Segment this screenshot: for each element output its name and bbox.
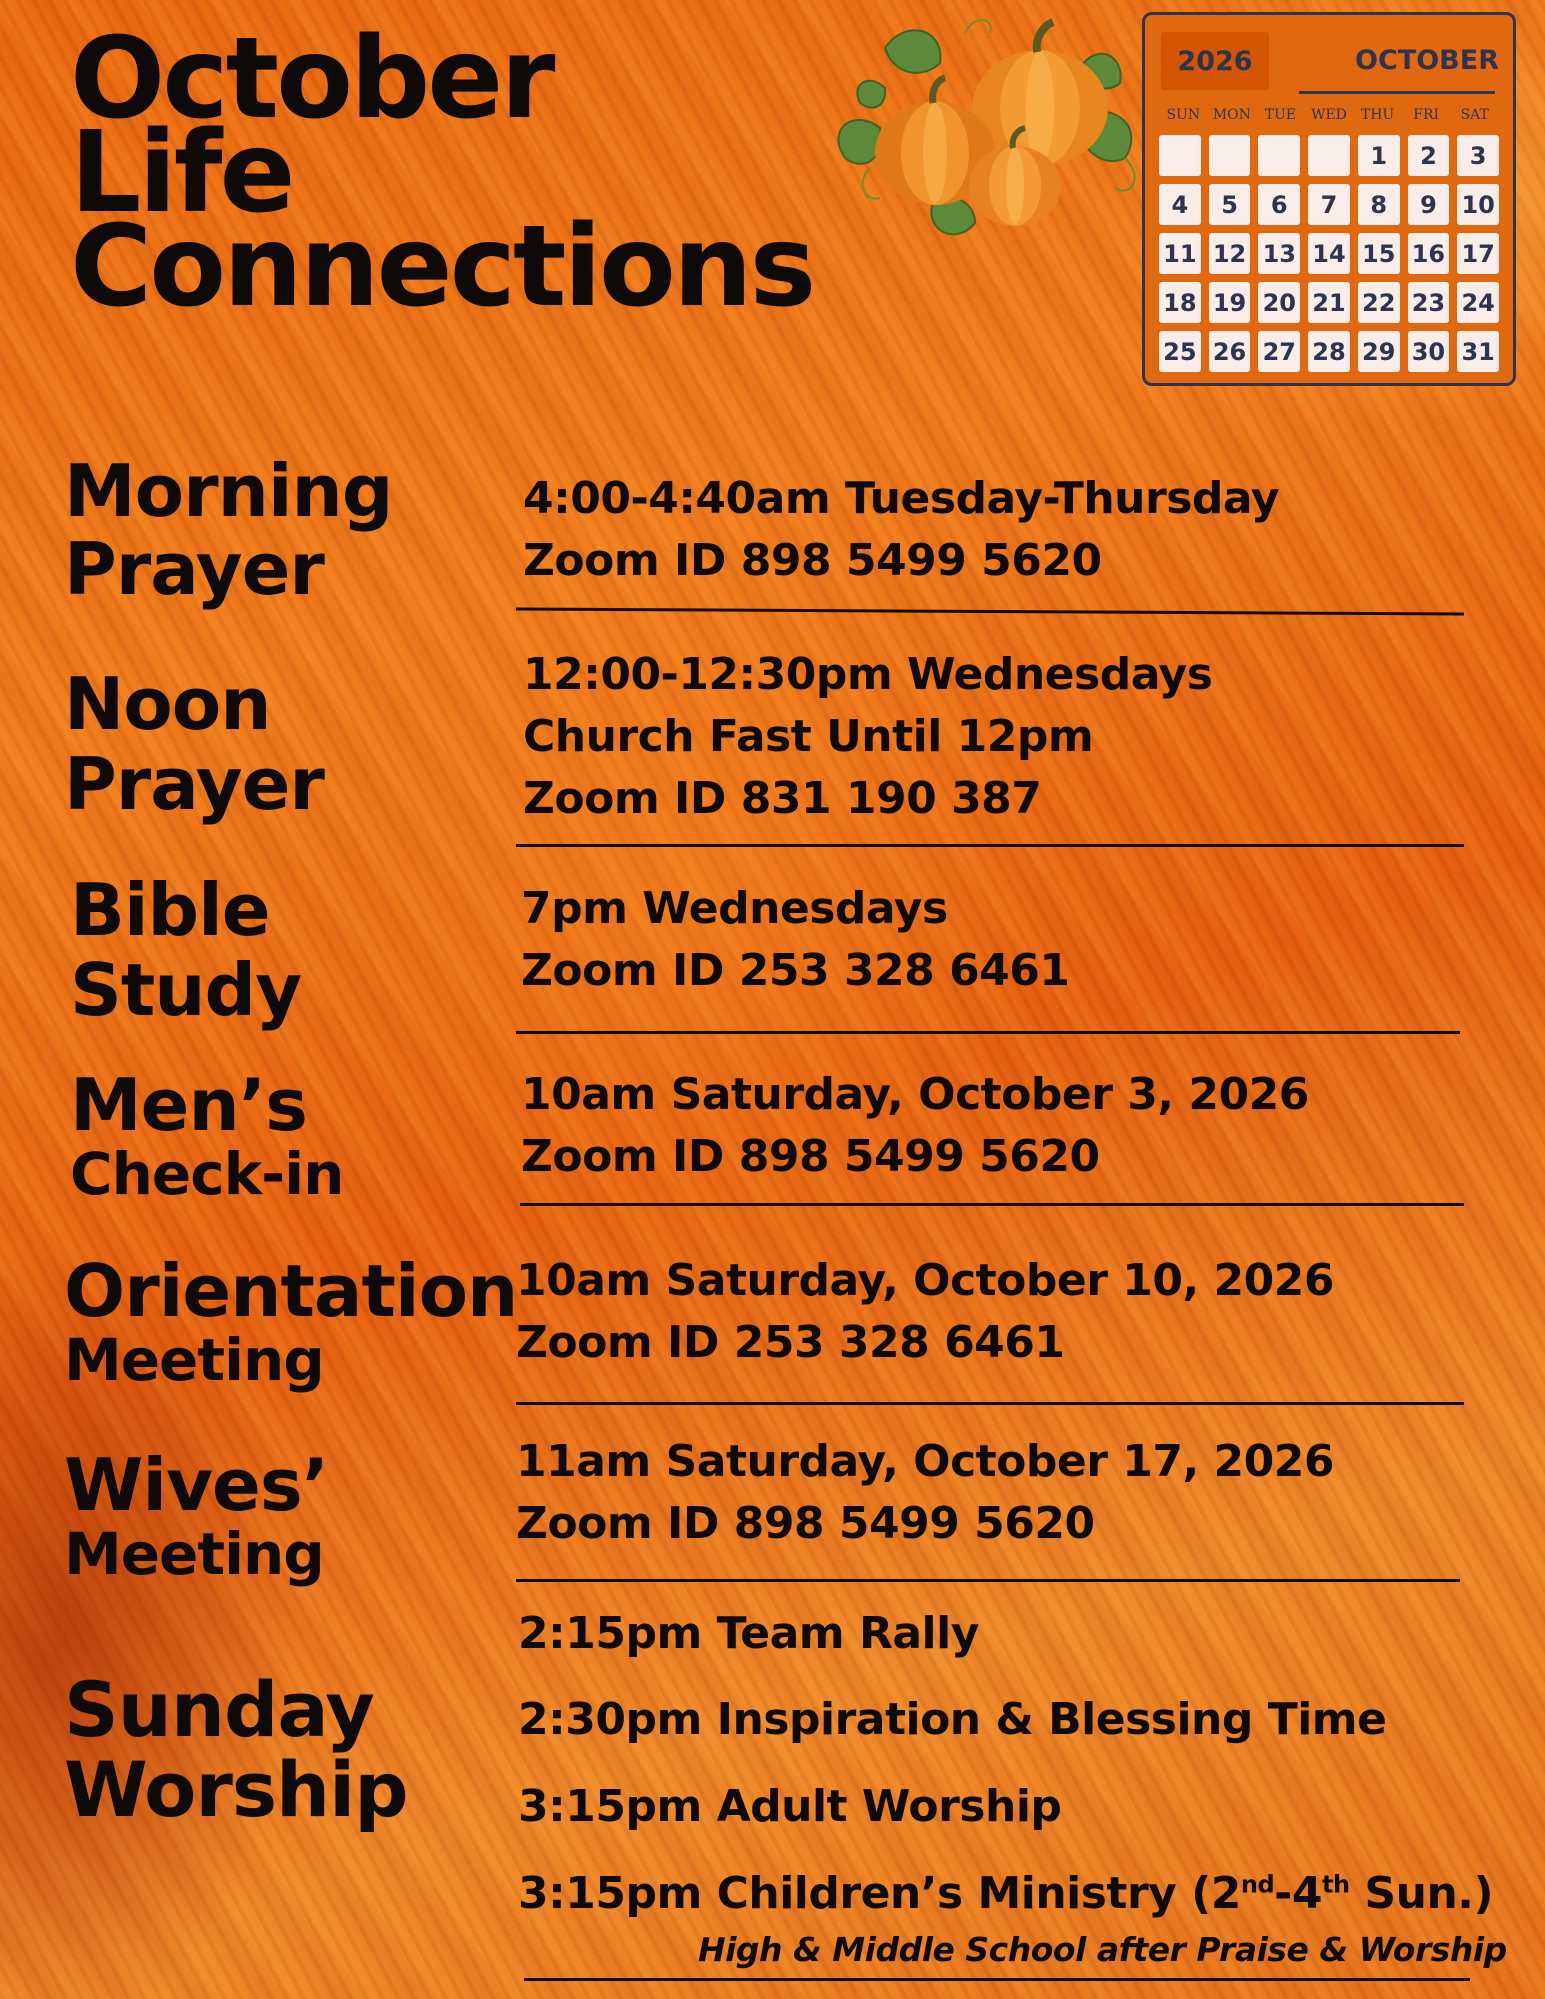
calendar-day-cell: 24 <box>1457 282 1499 323</box>
calendar-day-cell: 15 <box>1358 233 1400 274</box>
calendar-day-cell: 19 <box>1209 282 1251 323</box>
calendar-day-cell <box>1308 135 1350 176</box>
event-title-line: Study <box>70 948 302 1032</box>
weekday-label: MON <box>1212 107 1251 123</box>
divider-line <box>516 1031 1460 1034</box>
event-detail-line: Zoom ID 253 328 6461 <box>516 1317 1065 1368</box>
sunday-schedule-line-childrens <box>518 1868 1493 1919</box>
event-title-sunday-worship <box>64 1665 408 1834</box>
weekday-label: FRI <box>1413 107 1440 123</box>
line-text: Sun.) <box>1349 1868 1494 1919</box>
calendar-day-cell: 18 <box>1159 282 1201 323</box>
calendar-day-cell: 13 <box>1258 233 1300 274</box>
event-details-noon-prayer <box>523 644 1212 830</box>
line-text: 3:15pm Children’s Ministry (2 <box>518 1868 1241 1919</box>
calendar-day-cell <box>1258 135 1300 176</box>
calendar-day-cell: 7 <box>1308 184 1350 225</box>
calendar-day-cell: 12 <box>1209 233 1251 274</box>
event-details-bible-study <box>521 878 1070 1002</box>
sunday-schedule-line: 2:15pm Team Rally <box>518 1608 979 1659</box>
ordinal-suffix: nd <box>1240 1870 1275 1899</box>
calendar-day-cell <box>1209 135 1251 176</box>
event-detail-line: Church Fast Until 12pm <box>523 711 1094 762</box>
event-title-noon-prayer <box>64 664 324 824</box>
event-title-line: Prayer <box>64 742 324 826</box>
calendar-widget <box>1142 12 1516 386</box>
event-detail-line: Zoom ID 898 5499 5620 <box>521 1131 1100 1182</box>
event-detail-line: 4:00-4:40am Tuesday-Thursday <box>523 473 1279 524</box>
event-title-line: Bible <box>70 868 270 952</box>
calendar-day-cell: 21 <box>1308 282 1350 323</box>
calendar-day-cell: 28 <box>1308 331 1350 372</box>
calendar-month: OCTOBER <box>1355 45 1499 76</box>
divider-line <box>516 608 1464 616</box>
event-title-line: Morning <box>64 449 393 533</box>
calendar-day-cell: 5 <box>1209 184 1251 225</box>
event-details-mens-checkin <box>521 1064 1309 1188</box>
event-title-morning-prayer <box>64 449 393 611</box>
weekday-label: THU <box>1360 107 1395 123</box>
calendar-weekdays <box>1159 107 1499 123</box>
event-title-line: Noon <box>64 662 271 746</box>
event-detail-line: 11am Saturday, October 17, 2026 <box>516 1436 1334 1487</box>
divider-line <box>516 1402 1464 1405</box>
calendar-day-cell: 10 <box>1457 184 1499 225</box>
event-title-line: Check-in <box>70 1140 344 1208</box>
calendar-day-cell: 16 <box>1408 233 1450 274</box>
event-title-orientation <box>64 1249 518 1394</box>
divider-line <box>516 844 1464 847</box>
event-detail-line: 12:00-12:30pm Wednesdays <box>523 649 1213 700</box>
calendar-day-cell: 9 <box>1408 184 1450 225</box>
calendar-day-cell: 29 <box>1358 331 1400 372</box>
calendar-day-cell: 17 <box>1457 233 1499 274</box>
event-detail-line: 10am Saturday, October 3, 2026 <box>521 1069 1309 1120</box>
calendar-day-cell: 6 <box>1258 184 1300 225</box>
event-detail-line: Zoom ID 898 5499 5620 <box>516 1498 1095 1549</box>
event-title-line: Sunday <box>64 1665 374 1754</box>
title-line-1: October <box>70 14 553 144</box>
sunday-schedule-line: 3:15pm Adult Worship <box>518 1781 1062 1832</box>
event-detail-line: Zoom ID 253 328 6461 <box>521 945 1070 996</box>
calendar-day-cell: 11 <box>1159 233 1201 274</box>
event-title-bible-study <box>70 870 301 1030</box>
event-details-wives-meeting <box>516 1431 1334 1555</box>
calendar-day-cell: 23 <box>1408 282 1450 323</box>
calendar-day-cell: 14 <box>1308 233 1350 274</box>
event-title-line: Wives’ <box>64 1443 329 1527</box>
event-title-line: Orientation <box>64 1249 518 1333</box>
calendar-year: 2026 <box>1161 32 1269 90</box>
calendar-days-grid <box>1159 135 1499 372</box>
title-line-2: Life <box>70 108 293 238</box>
page-title <box>70 14 814 332</box>
event-title-mens-checkin <box>70 1063 344 1208</box>
calendar-divider <box>1299 91 1495 94</box>
calendar-day-cell: 20 <box>1258 282 1300 323</box>
event-detail-line: Zoom ID 831 190 387 <box>523 773 1042 824</box>
calendar-day-cell: 31 <box>1457 331 1499 372</box>
weekday-label: SUN <box>1166 107 1201 123</box>
title-line-3: Connections <box>70 202 814 332</box>
calendar-day-cell: 2 <box>1408 135 1450 176</box>
event-details-morning-prayer <box>523 468 1279 592</box>
ordinal-suffix: th <box>1322 1870 1350 1899</box>
event-detail-line: 10am Saturday, October 10, 2026 <box>516 1255 1334 1306</box>
calendar-day-cell: 4 <box>1159 184 1201 225</box>
sunday-note: High & Middle School after Praise & Worship <box>698 1930 1507 1969</box>
divider-line <box>520 1203 1464 1206</box>
calendar-day-cell: 27 <box>1258 331 1300 372</box>
divider-line <box>524 1978 1470 1981</box>
weekday-label: SAT <box>1460 107 1489 123</box>
calendar-day-cell <box>1159 135 1201 176</box>
divider-line <box>516 1579 1460 1582</box>
event-title-line: Meeting <box>64 1520 324 1588</box>
calendar-day-cell: 30 <box>1408 331 1450 372</box>
event-title-line: Worship <box>64 1745 408 1834</box>
weekday-label: WED <box>1311 107 1347 123</box>
event-details-orientation <box>516 1250 1334 1374</box>
line-text: -4 <box>1274 1868 1323 1919</box>
calendar-day-cell: 25 <box>1159 331 1201 372</box>
pumpkins-illustration <box>825 8 1175 258</box>
event-title-line: Meeting <box>64 1326 324 1394</box>
event-detail-line: Zoom ID 898 5499 5620 <box>523 535 1102 586</box>
calendar-day-cell: 8 <box>1358 184 1400 225</box>
event-title-line: Men’s <box>70 1063 307 1147</box>
event-title-wives-meeting <box>64 1443 329 1588</box>
sunday-schedule-line: 2:30pm Inspiration & Blessing Time <box>518 1694 1387 1745</box>
calendar-day-cell: 22 <box>1358 282 1400 323</box>
event-detail-line: 7pm Wednesdays <box>521 883 948 934</box>
calendar-day-cell: 1 <box>1358 135 1400 176</box>
calendar-day-cell: 26 <box>1209 331 1251 372</box>
calendar-day-cell: 3 <box>1457 135 1499 176</box>
weekday-label: TUE <box>1264 107 1297 123</box>
event-title-line: Prayer <box>64 527 324 611</box>
